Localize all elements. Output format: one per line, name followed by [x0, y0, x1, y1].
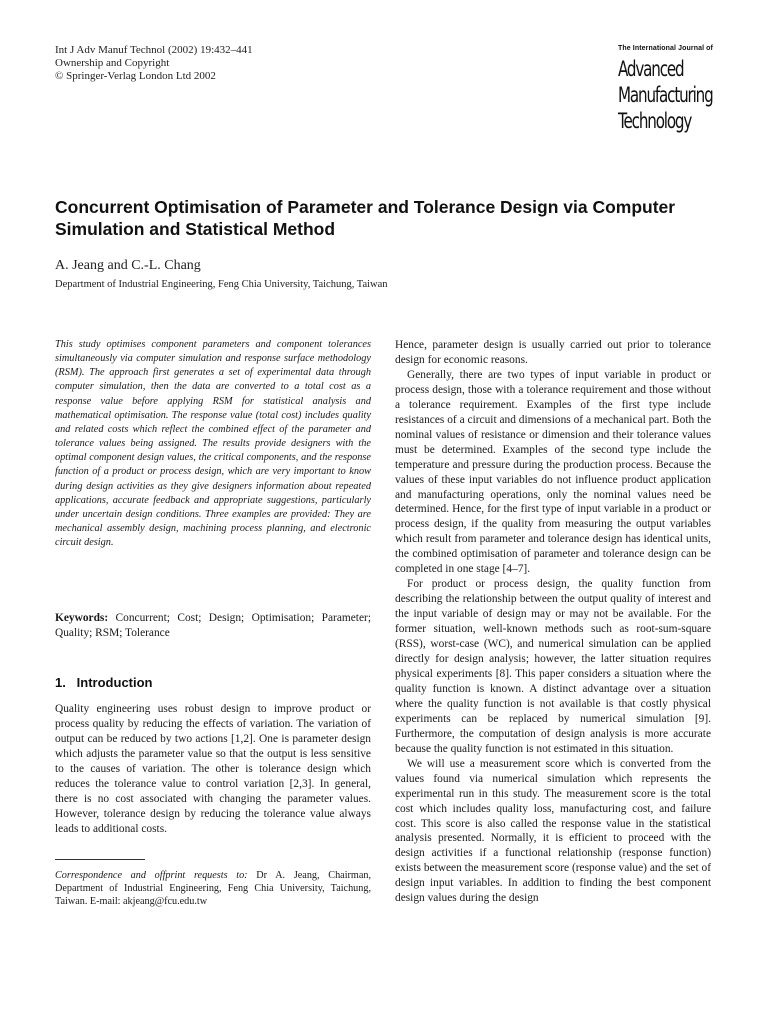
body-paragraph: We will use a measurement score which is converted from the values found via numerical simulation which represents the experimental run in this study. The measurement score is the total cost which includes quality loss, manufacturing cost, and failure cost. This score is also called the response value in the statistical analysis presented. Normally, it is efficient to proceed with the design activities if a functional relationship (response function) exists between the measurement score (response value) and the set of design input variables. In addition to finding the best component design values during the design — [395, 757, 711, 905]
logo-line-advanced: Advanced — [618, 57, 684, 81]
body-paragraph: For product or process design, the quality function from describing the relationship between the output quality of interest and the input variable of design may or may not be available. For the former situation, well-known methods such as root-sum-square (RSS), worst-case (WC), and numerical simulation can be applied directly for design analysis; however, the latter situation requires physical experiments [8]. This paper considers a situation where the quality function is known. A distinct advantage over a situation where the quality function is not available is that costly physical experiments can be replaced by numerical simulation [9]. Furthermore, the computation of design analysis is more accurate because the quality function is not estimated in this situation. — [395, 578, 711, 755]
keywords-label: Keywords: — [55, 612, 109, 624]
journal-citation-header — [55, 44, 253, 83]
citation-line: Int J Adv Manuf Technol (2002) 19:432–441 — [55, 44, 253, 56]
abstract — [55, 338, 371, 550]
intro-paragraph: Quality engineering uses robust design to improve product or process quality by reducing the effects of variation. The variation of output can be reduced by two actions [1,2]. One is parameter design which adjusts the parameter value so that the output is less sensitive to the causes of variation. The other is tolerance design which reduces the tolerance value to control variation [2,3]. In general, there is no cost associated with changing the parameter values. However, tolerance design by reducing the tolerance value always leads to additional costs. — [55, 703, 371, 835]
article-authors: A. Jeang and C.-L. Chang — [55, 258, 201, 273]
article-title: Concurrent Optimisation of Parameter and Tolerance Design via Computer Simulation and Statistical Method — [55, 197, 676, 239]
keywords — [55, 611, 371, 641]
logo-caption: The International Journal of — [618, 45, 713, 52]
footnote-divider — [55, 859, 145, 860]
introduction-body — [55, 702, 371, 837]
author-affiliation: Department of Industrial Engineering, Feng Chia University, Taichung, Taiwan — [55, 279, 388, 290]
ownership-line: Ownership and Copyright — [55, 57, 170, 69]
right-column-body — [395, 338, 711, 906]
footnote-text: Dr A. Jeang, Chairman, Department of Industrial Engineering, Feng Chia University, Taichung, Taiwan. E-mail: akjeang@fcu.edu.tw — [55, 870, 372, 907]
abstract-text: This study optimises component parameters and component tolerances simultaneously via computer simulation and response surface methodology (RSM). The approach first generates a set of experimental data through computer simulation, then the data are converted to a total cost as a response value before applying RSM for statistical analysis and mathematical optimisation. The response value (total cost) includes quality and related costs which reflect the combined effect of the parameter and tolerance values being assigned. The results provide designers with the optimal component design values, the critical components, and the response function of a product or process design, which are very important to know during design activities as they give designers information about repeated applications, accurate feedback and appropriate suggestions, particularly under uncertain design conditions. Three examples are provided: They are mechanical assembly design, machining process planning, and electronic circuit design. — [55, 339, 371, 549]
section-heading-introduction: 1. Introduction — [55, 675, 153, 690]
correspondence-footnote — [55, 869, 371, 908]
copyright-line: © Springer-Verlag London Ltd 2002 — [55, 70, 216, 82]
footnote-label: Correspondence and offprint requests to: — [55, 870, 248, 881]
body-paragraph: Generally, there are two types of input variable in product or process design, those with a tolerance requirement and those without a tolerance requirement. Examples of the first type include resistances of a circuit and dimensions of a mechanical part. Both the nominal values of resistance or dimension and their tolerance values must be determined. Examples of the second type include the temperature and pressure during the production process. Because the values of these input variables do not influence product application and manufacturing operations, only the nominal values need be determined. Hence, for the first type of input variable in a product or process design, if the quality from measuring the output variables which result from parameter and tolerance design has identical units, the combined optimisation of parameter and tolerance design can be completed in one stage [4–7]. — [395, 368, 711, 576]
body-paragraph: Hence, parameter design is usually carried out prior to tolerance design for economic reasons. — [395, 339, 711, 366]
keywords-text: Concurrent; Cost; Design; Optimisation; Parameter; Quality; RSM; Tolerance — [55, 612, 371, 639]
journal-logo — [618, 45, 728, 134]
logo-line-manufacturing: Manufacturing — [618, 83, 713, 107]
logo-line-technology: Technology — [618, 109, 692, 133]
